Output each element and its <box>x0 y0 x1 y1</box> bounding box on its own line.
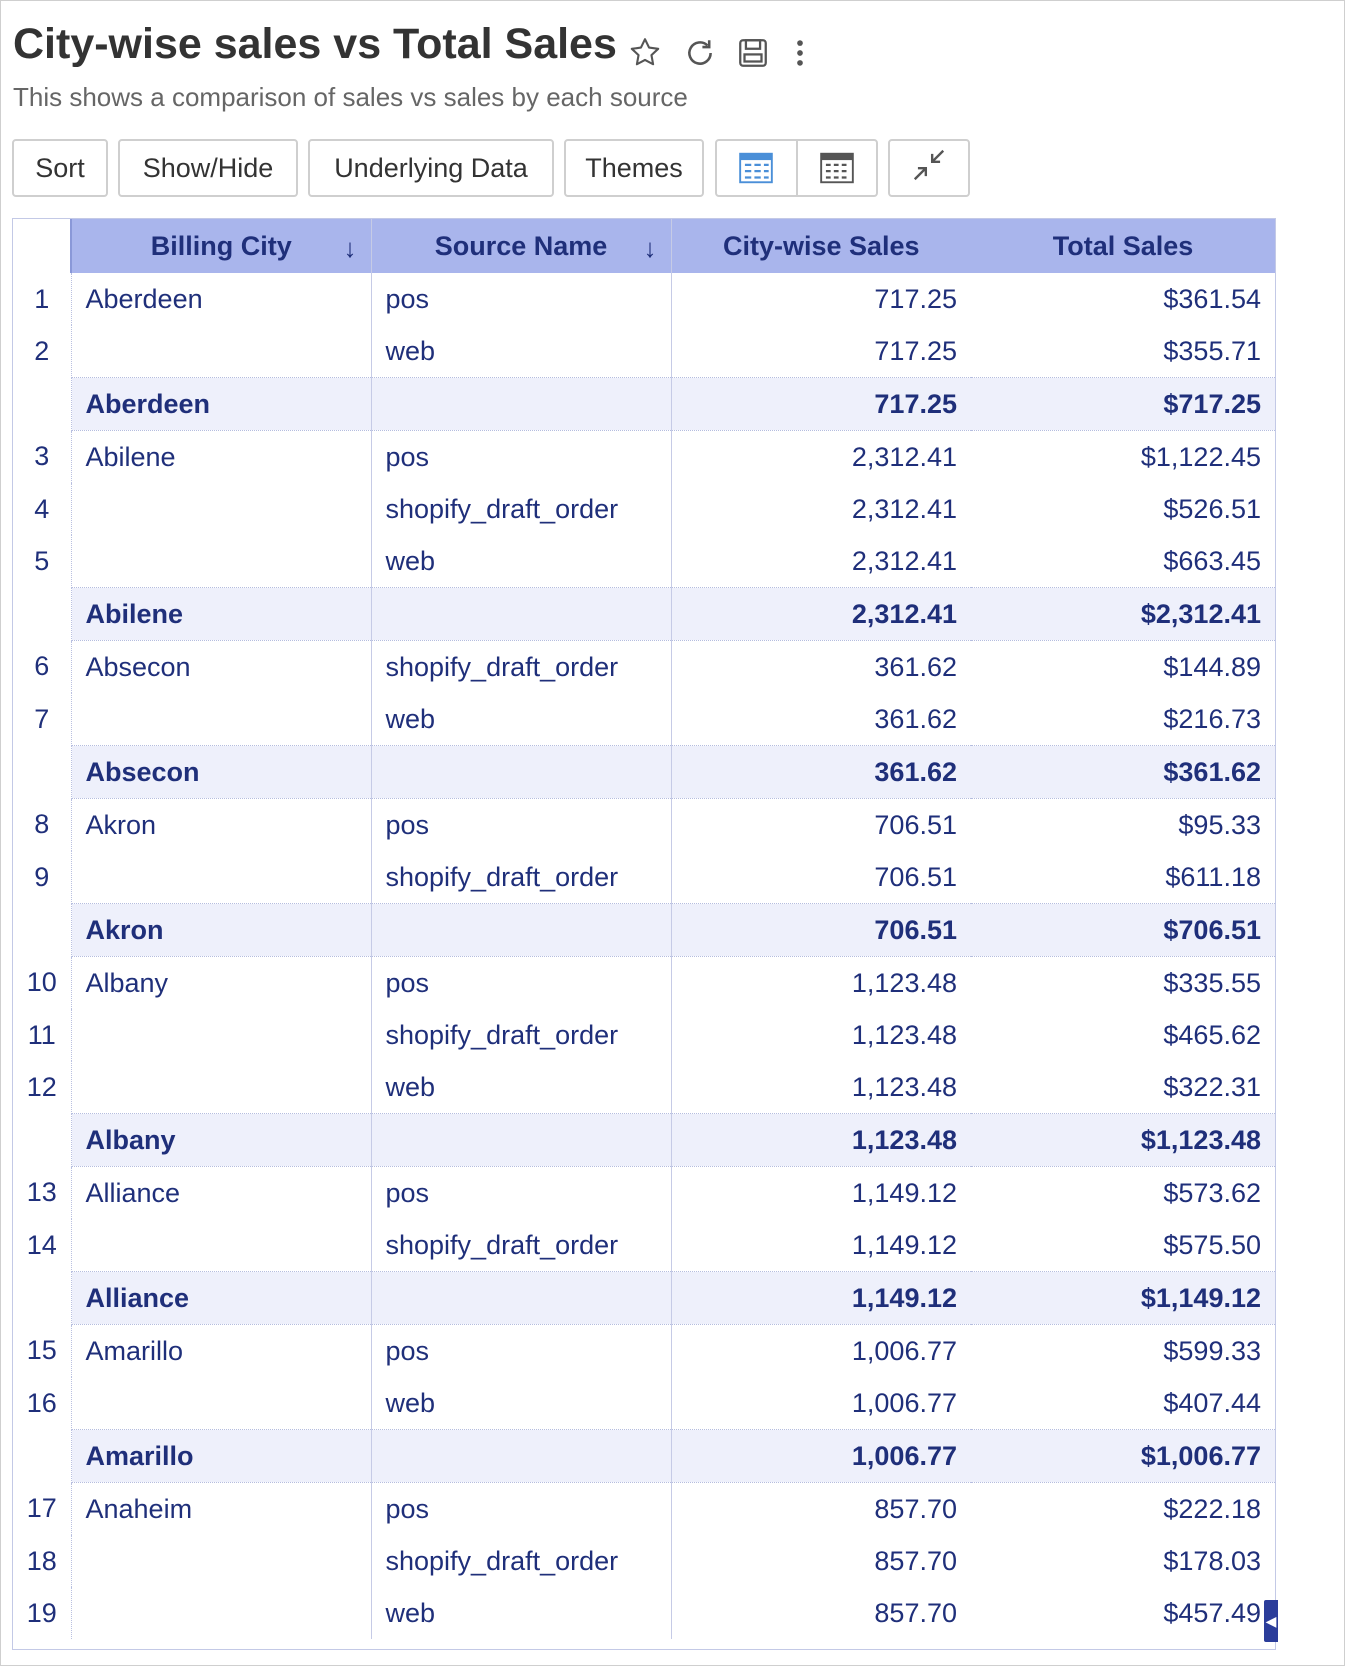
city-sales-cell: 1,123.48 <box>851 967 957 998</box>
table-row <box>13 957 1275 1010</box>
billing-city-cell: Abilene <box>71 588 371 641</box>
city-sales-cell: 857.70 <box>874 1597 957 1628</box>
source-name-cell: web <box>371 1061 671 1114</box>
total-sales-cell: $322.31 <box>1163 1071 1261 1102</box>
subtotal-row <box>13 378 1275 431</box>
row-index: 19 <box>13 1587 71 1639</box>
city-sales-cell: 717.25 <box>874 335 957 366</box>
billing-city-cell <box>71 693 371 746</box>
total-sales-cell: $1,123.48 <box>971 1114 1275 1167</box>
row-index <box>13 904 71 957</box>
row-index: 14 <box>13 1219 71 1272</box>
source-name-cell: shopify_draft_order <box>371 483 671 535</box>
total-sales-cell: $465.62 <box>1163 1019 1261 1050</box>
row-index <box>13 378 71 431</box>
source-name-cell: web <box>371 535 671 588</box>
row-index: 9 <box>13 851 71 904</box>
row-index: 5 <box>13 535 71 588</box>
table-row <box>13 483 1275 535</box>
show-hide-button[interactable]: Show/Hide <box>118 139 298 197</box>
source-name-cell: pos <box>371 431 671 484</box>
city-sales-cell: 1,123.48 <box>671 1114 971 1167</box>
billing-city-header[interactable]: Billing City ↓ <box>71 219 371 273</box>
city-sales-cell: 1,149.12 <box>671 1272 971 1325</box>
total-sales-cell: $575.50 <box>1163 1229 1261 1260</box>
billing-city-cell: Aberdeen <box>71 273 371 325</box>
source-name-cell: web <box>371 1587 671 1639</box>
billing-city-cell <box>71 851 371 904</box>
subtotal-row <box>13 588 1275 641</box>
subtotal-row <box>13 904 1275 957</box>
city-sales-cell: 2,312.41 <box>671 588 971 641</box>
billing-city-cell <box>71 1061 371 1114</box>
total-sales-cell: $573.62 <box>1163 1177 1261 1208</box>
total-sales-cell: $706.51 <box>971 904 1275 957</box>
total-sales-cell: $355.71 <box>1163 335 1261 366</box>
source-name-cell: shopify_draft_order <box>371 1219 671 1272</box>
billing-city-cell: Absecon <box>71 746 371 799</box>
table-row <box>13 431 1275 484</box>
row-index: 16 <box>13 1377 71 1430</box>
row-index: 15 <box>13 1325 71 1378</box>
source-name-cell <box>371 1272 671 1325</box>
total-sales-cell: $144.89 <box>1163 651 1261 682</box>
table-row <box>13 1377 1275 1430</box>
table-row <box>13 1587 1275 1639</box>
collapse-icon <box>910 146 948 191</box>
subtotal-row <box>13 1114 1275 1167</box>
table-row <box>13 1009 1275 1061</box>
row-index <box>13 746 71 799</box>
source-name-cell <box>371 1114 671 1167</box>
row-index: 17 <box>13 1483 71 1536</box>
table-row <box>13 535 1275 588</box>
table-row <box>13 851 1275 904</box>
city-sales-cell: 361.62 <box>874 703 957 734</box>
row-index: 2 <box>13 325 71 378</box>
calendar-view-icon[interactable] <box>796 141 877 195</box>
row-index <box>13 1114 71 1167</box>
source-name-cell: pos <box>371 957 671 1010</box>
table-row <box>13 1483 1275 1536</box>
billing-city-cell: Abilene <box>71 431 371 484</box>
city-sales-cell: 706.51 <box>874 809 957 840</box>
table-row <box>13 693 1275 746</box>
source-name-cell: shopify_draft_order <box>371 641 671 694</box>
row-index-header <box>13 219 71 273</box>
source-name-cell <box>371 1430 671 1483</box>
source-name-cell <box>371 746 671 799</box>
total-sales-cell: $178.03 <box>1163 1545 1261 1576</box>
page-subtitle: This shows a comparison of sales vs sales by each source <box>13 82 688 112</box>
city-sales-cell: 1,123.48 <box>851 1071 957 1102</box>
source-name-cell: web <box>371 325 671 378</box>
city-sales-cell: 1,149.12 <box>851 1229 957 1260</box>
row-index: 12 <box>13 1061 71 1114</box>
city-sales-header[interactable]: City-wise Sales <box>671 219 971 273</box>
row-index: 7 <box>13 693 71 746</box>
row-index: 11 <box>13 1009 71 1061</box>
billing-city-cell: Aberdeen <box>71 378 371 431</box>
source-name-cell: web <box>371 1377 671 1430</box>
total-sales-cell: $599.33 <box>1163 1335 1261 1366</box>
source-name-cell <box>371 904 671 957</box>
city-sales-cell: 2,312.41 <box>851 441 957 472</box>
billing-city-cell: Anaheim <box>71 1483 371 1536</box>
subtotal-row <box>13 1430 1275 1483</box>
source-name-cell: shopify_draft_order <box>371 1535 671 1587</box>
city-sales-cell: 717.25 <box>874 283 957 314</box>
billing-city-cell: Absecon <box>71 641 371 694</box>
subtotal-row <box>13 1272 1275 1325</box>
billing-city-cell <box>71 1009 371 1061</box>
billing-city-cell <box>71 1535 371 1587</box>
billing-city-cell <box>71 535 371 588</box>
billing-city-cell <box>71 325 371 378</box>
total-sales-header[interactable]: Total Sales <box>971 219 1275 273</box>
row-index: 8 <box>13 799 71 852</box>
billing-city-cell: Akron <box>71 904 371 957</box>
source-name-cell: pos <box>371 1167 671 1220</box>
billing-city-cell: Albany <box>71 1114 371 1167</box>
refresh-icon[interactable] <box>681 34 719 72</box>
row-index <box>13 1430 71 1483</box>
sort-down-icon[interactable]: ↓ <box>643 233 657 263</box>
total-sales-cell: $2,312.41 <box>971 588 1275 641</box>
more-vertical-icon[interactable] <box>781 34 819 72</box>
table-row <box>13 273 1275 325</box>
panel-collapse-handle[interactable]: ◀ <box>1264 1600 1278 1642</box>
billing-city-cell: Alliance <box>71 1167 371 1220</box>
row-index: 6 <box>13 641 71 694</box>
table-row <box>13 1061 1275 1114</box>
view-toggle-group <box>715 139 878 197</box>
billing-city-cell <box>71 1587 371 1639</box>
city-sales-cell: 706.51 <box>671 904 971 957</box>
total-sales-cell: $1,006.77 <box>971 1430 1275 1483</box>
pivot-table <box>12 218 1276 1650</box>
city-sales-cell: 857.70 <box>874 1545 957 1576</box>
sort-button[interactable]: Sort <box>12 139 108 197</box>
row-index: 18 <box>13 1535 71 1587</box>
total-sales-cell: $1,122.45 <box>1140 441 1261 472</box>
city-sales-cell: 2,312.41 <box>851 545 957 576</box>
total-sales-cell: $95.33 <box>1178 809 1261 840</box>
city-sales-cell: 2,312.41 <box>851 493 957 524</box>
row-index: 13 <box>13 1167 71 1220</box>
billing-city-cell: Amarillo <box>71 1325 371 1378</box>
collapse-button[interactable] <box>888 139 970 197</box>
source-name-cell <box>371 378 671 431</box>
total-sales-cell: $457.49 <box>1163 1597 1261 1628</box>
billing-city-cell <box>71 1219 371 1272</box>
total-sales-cell: $216.73 <box>1163 703 1261 734</box>
table-row <box>13 1167 1275 1220</box>
row-index: 1 <box>13 273 71 325</box>
total-sales-cell: $526.51 <box>1163 493 1261 524</box>
table-row <box>13 1325 1275 1378</box>
source-name-cell: pos <box>371 1325 671 1378</box>
city-sales-cell: 361.62 <box>671 746 971 799</box>
total-sales-cell: $717.25 <box>971 378 1275 431</box>
subtotal-row <box>13 746 1275 799</box>
table-view-icon[interactable] <box>717 141 796 195</box>
city-sales-cell: 706.51 <box>874 861 957 892</box>
table-header-row <box>13 219 1275 273</box>
row-index: 3 <box>13 431 71 484</box>
source-name-header[interactable]: Source Name ↓ <box>371 219 671 273</box>
city-sales-cell: 1,006.77 <box>851 1335 957 1366</box>
source-name-cell: pos <box>371 273 671 325</box>
total-sales-cell: $335.55 <box>1163 967 1261 998</box>
city-sales-cell: 857.70 <box>874 1493 957 1524</box>
billing-city-cell: Akron <box>71 799 371 852</box>
source-name-cell: web <box>371 693 671 746</box>
source-name-cell: pos <box>371 799 671 852</box>
total-sales-cell: $222.18 <box>1163 1493 1261 1524</box>
billing-city-cell: Albany <box>71 957 371 1010</box>
total-sales-cell: $1,149.12 <box>971 1272 1275 1325</box>
source-name-cell: pos <box>371 1483 671 1536</box>
city-sales-cell: 717.25 <box>671 378 971 431</box>
source-name-cell: shopify_draft_order <box>371 851 671 904</box>
save-icon[interactable] <box>734 34 772 72</box>
total-sales-cell: $361.54 <box>1163 283 1261 314</box>
city-sales-cell: 361.62 <box>874 651 957 682</box>
row-index <box>13 588 71 641</box>
table-row <box>13 325 1275 378</box>
table-row <box>13 1535 1275 1587</box>
source-name-cell: shopify_draft_order <box>371 1009 671 1061</box>
total-sales-cell: $361.62 <box>971 746 1275 799</box>
total-sales-cell: $407.44 <box>1163 1387 1261 1418</box>
billing-city-cell: Amarillo <box>71 1430 371 1483</box>
city-sales-cell: 1,006.77 <box>851 1387 957 1418</box>
star-icon[interactable] <box>626 34 664 72</box>
table-row <box>13 641 1275 694</box>
billing-city-cell <box>71 483 371 535</box>
billing-city-cell <box>71 1377 371 1430</box>
underlying-data-button[interactable]: Underlying Data <box>308 139 554 197</box>
sort-down-icon[interactable]: ↓ <box>343 233 357 263</box>
total-sales-cell: $611.18 <box>1165 861 1261 892</box>
row-index: 4 <box>13 483 71 535</box>
city-sales-cell: 1,123.48 <box>851 1019 957 1050</box>
row-index <box>13 1272 71 1325</box>
page-title: City-wise sales vs Total Sales <box>13 20 617 68</box>
table-row <box>13 1219 1275 1272</box>
city-sales-cell: 1,006.77 <box>671 1430 971 1483</box>
row-index: 10 <box>13 957 71 1010</box>
city-sales-cell: 1,149.12 <box>851 1177 957 1208</box>
total-sales-cell: $663.45 <box>1163 545 1261 576</box>
table-row <box>13 799 1275 852</box>
themes-button[interactable]: Themes <box>564 139 704 197</box>
billing-city-cell: Alliance <box>71 1272 371 1325</box>
source-name-cell <box>371 588 671 641</box>
